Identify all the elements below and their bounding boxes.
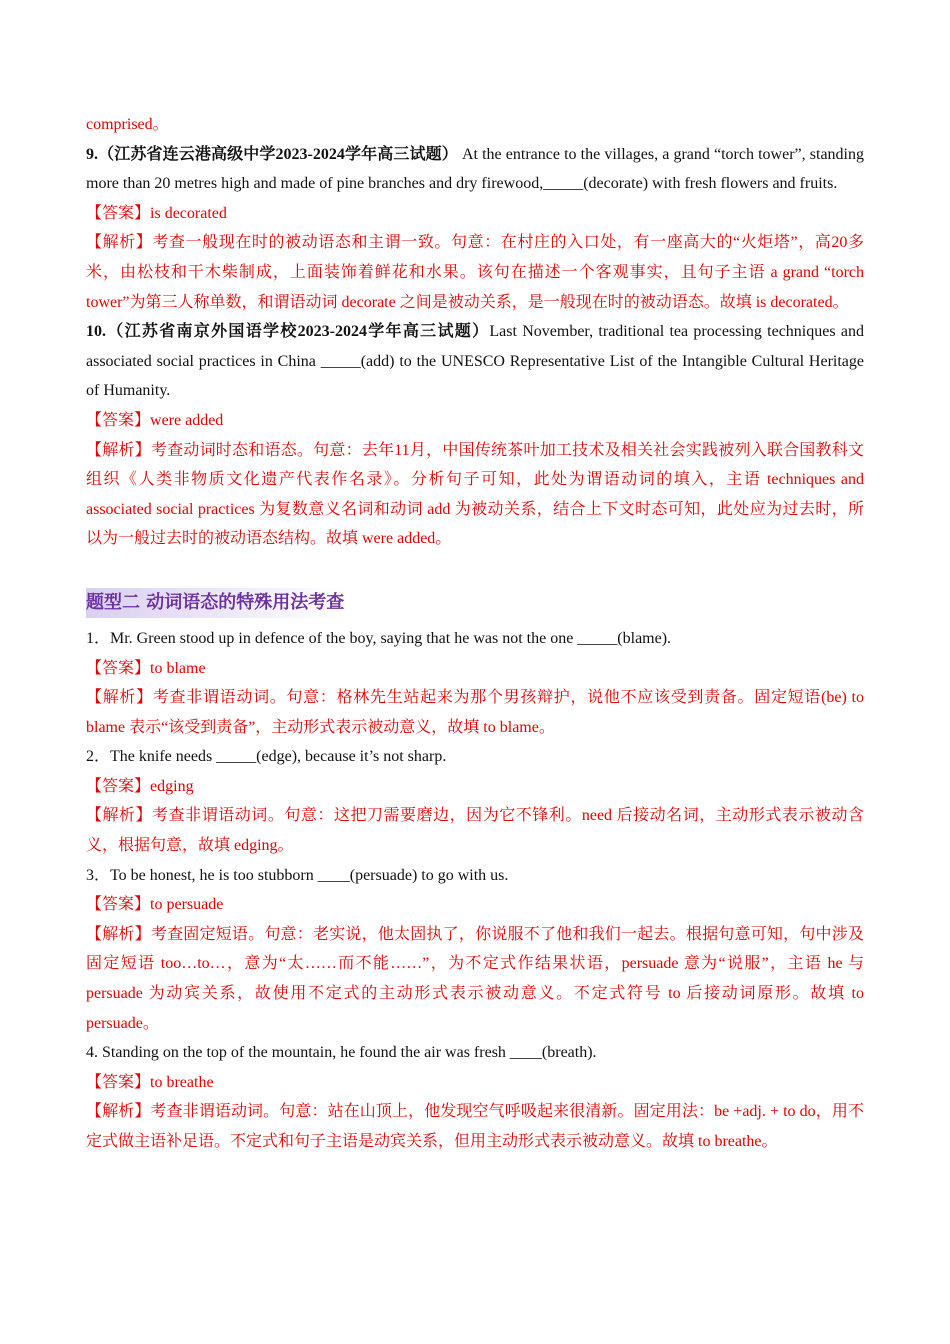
answer-text: to persuade [150,896,224,914]
question-9-text: At the entrance to the villages, a grand “torch tower”, standing more than 20 metres high and made of pine branches and dry firewood,_____(decorate) with fresh flowers and fruits. [86,145,864,193]
analysis-tag: 【解析】 [86,441,151,459]
answer-text: to breathe [150,1073,214,1091]
analysis-text: 考查非谓语动词。句意：这把刀需要磨边，因为它不锋利。need 后接动名词，主动形式表示被动含义，根据句意，故填 edging。 [86,807,864,855]
question-10-source: （江苏省南京外国语学校2023-2024学年高三试题） [106,323,490,341]
answer-tag: 【答案】 [86,411,151,429]
item-2-answer [86,772,864,802]
item-2-analysis [86,801,864,860]
item-3-question: 3．To be honest, he is too stubborn ____(persuade) to go with us. [86,866,509,884]
analysis-tag: 【解析】 [86,925,151,943]
answer-tag: 【答案】 [86,777,151,795]
analysis-text: 考查动词时态和语态。句意：去年11月，中国传统茶叶加工技术及相关社会实践被列入联合国教科文组织《人类非物质文化遗产代表作名录》。分析句子可知，此处为谓语动词的填入，主语 techniques and associated social practices 为复数意义名词和动词 add 为被动关系，结合上下文时态可知，此处应为过去时，所以为一般过去时的被动语态结构。故填 were added。 [86,441,864,548]
question-9-answer [86,199,864,229]
answer-tag: 【答案】 [86,896,151,914]
question-9 [86,140,864,199]
item-4-question: 4. Standing on the top of the mountain, he found the air was fresh ____(breath). [86,1044,597,1062]
item-3-analysis [86,920,864,1038]
question-10-number: 10. [86,323,106,341]
analysis-tag: 【解析】 [86,234,153,252]
item-2-question: 2．The knife needs _____(edge), because it’s not sharp. [86,748,447,766]
content [86,110,864,1157]
analysis-text: 考查非谓语动词。句意：格林先生站起来为那个男孩辩护，说他不应该受到责备。固定短语(be) to blame 表示“该受到责备”，主动形式表示被动意义，故填 to blame。 [86,689,864,736]
answer-text: is decorated [150,204,227,222]
item-4-analysis [86,1097,864,1156]
analysis-tag: 【解析】 [86,807,153,825]
answer-tag: 【答案】 [86,659,151,677]
item-1-analysis [86,683,864,742]
question-9-analysis [86,228,864,317]
answer-text: to blame [150,659,206,677]
analysis-tag: 【解析】 [86,1103,151,1121]
question-10 [86,317,864,406]
section-heading: 题型二 动词语态的特殊用法考查 [86,588,346,618]
analysis-tag: 【解析】 [86,689,153,707]
analysis-text: 考查一般现在时的被动语态和主谓一致。句意：在村庄的入口处，有一座高大的“火炬塔”，高20多米，由松枝和干木柴制成，上面装饰着鲜花和水果。该句在描述一个客观事实，且句子主语 a grand “torch tower”为第三人称单数，和谓语动词 decorate 之间是被动关系，是一般现在时的被动语态。故填 is decorated。 [86,234,864,311]
question-10-analysis [86,436,864,554]
question-10-answer [86,406,864,436]
analysis-text: 考查非谓语动词。句意：站在山顶上，他发现空气呼吸起来很清新。固定用法：be +adj. + to do，用不定式做主语补足语。不定式和句子主语是动宾关系，但用主动形式表示被动意义。故填 to breathe。 [86,1103,864,1150]
item-1-answer [86,654,864,684]
question-9-source: （江苏省连云港高级中学2023-2024学年高三试题） [98,145,458,163]
answer-text: were added [150,411,224,429]
question-10-text: Last November, traditional tea processing techniques and associated social practices in China _____(add) to the UNESCO Representative List of the Intangible Cultural Heritage of Humanity. [86,323,864,400]
answer-tag: 【答案】 [86,204,151,222]
q8-analysis-tail: comprised。 [86,116,169,133]
item-3-answer [86,890,864,920]
answer-text: edging [150,777,194,795]
question-9-number: 9. [86,145,98,163]
item-1-question: 1．Mr. Green stood up in defence of the boy, saying that he was not the one _____(blame). [86,629,672,647]
analysis-text: 考查固定短语。句意：老实说，他太固执了，你说服不了他和我们一起去。根据句意可知，句中涉及固定短语 too…to…，意为“太……而不能……”，为不定式作结果状语，persuade 意为“说服”，主语 he 与 persuade 为动宾关系，故使用不定式的主动形式表示被动意义。不定式符号 to 后接动词原形。故填 to persuade。 [86,925,864,1032]
item-4-answer [86,1068,864,1098]
answer-tag: 【答案】 [86,1073,151,1091]
